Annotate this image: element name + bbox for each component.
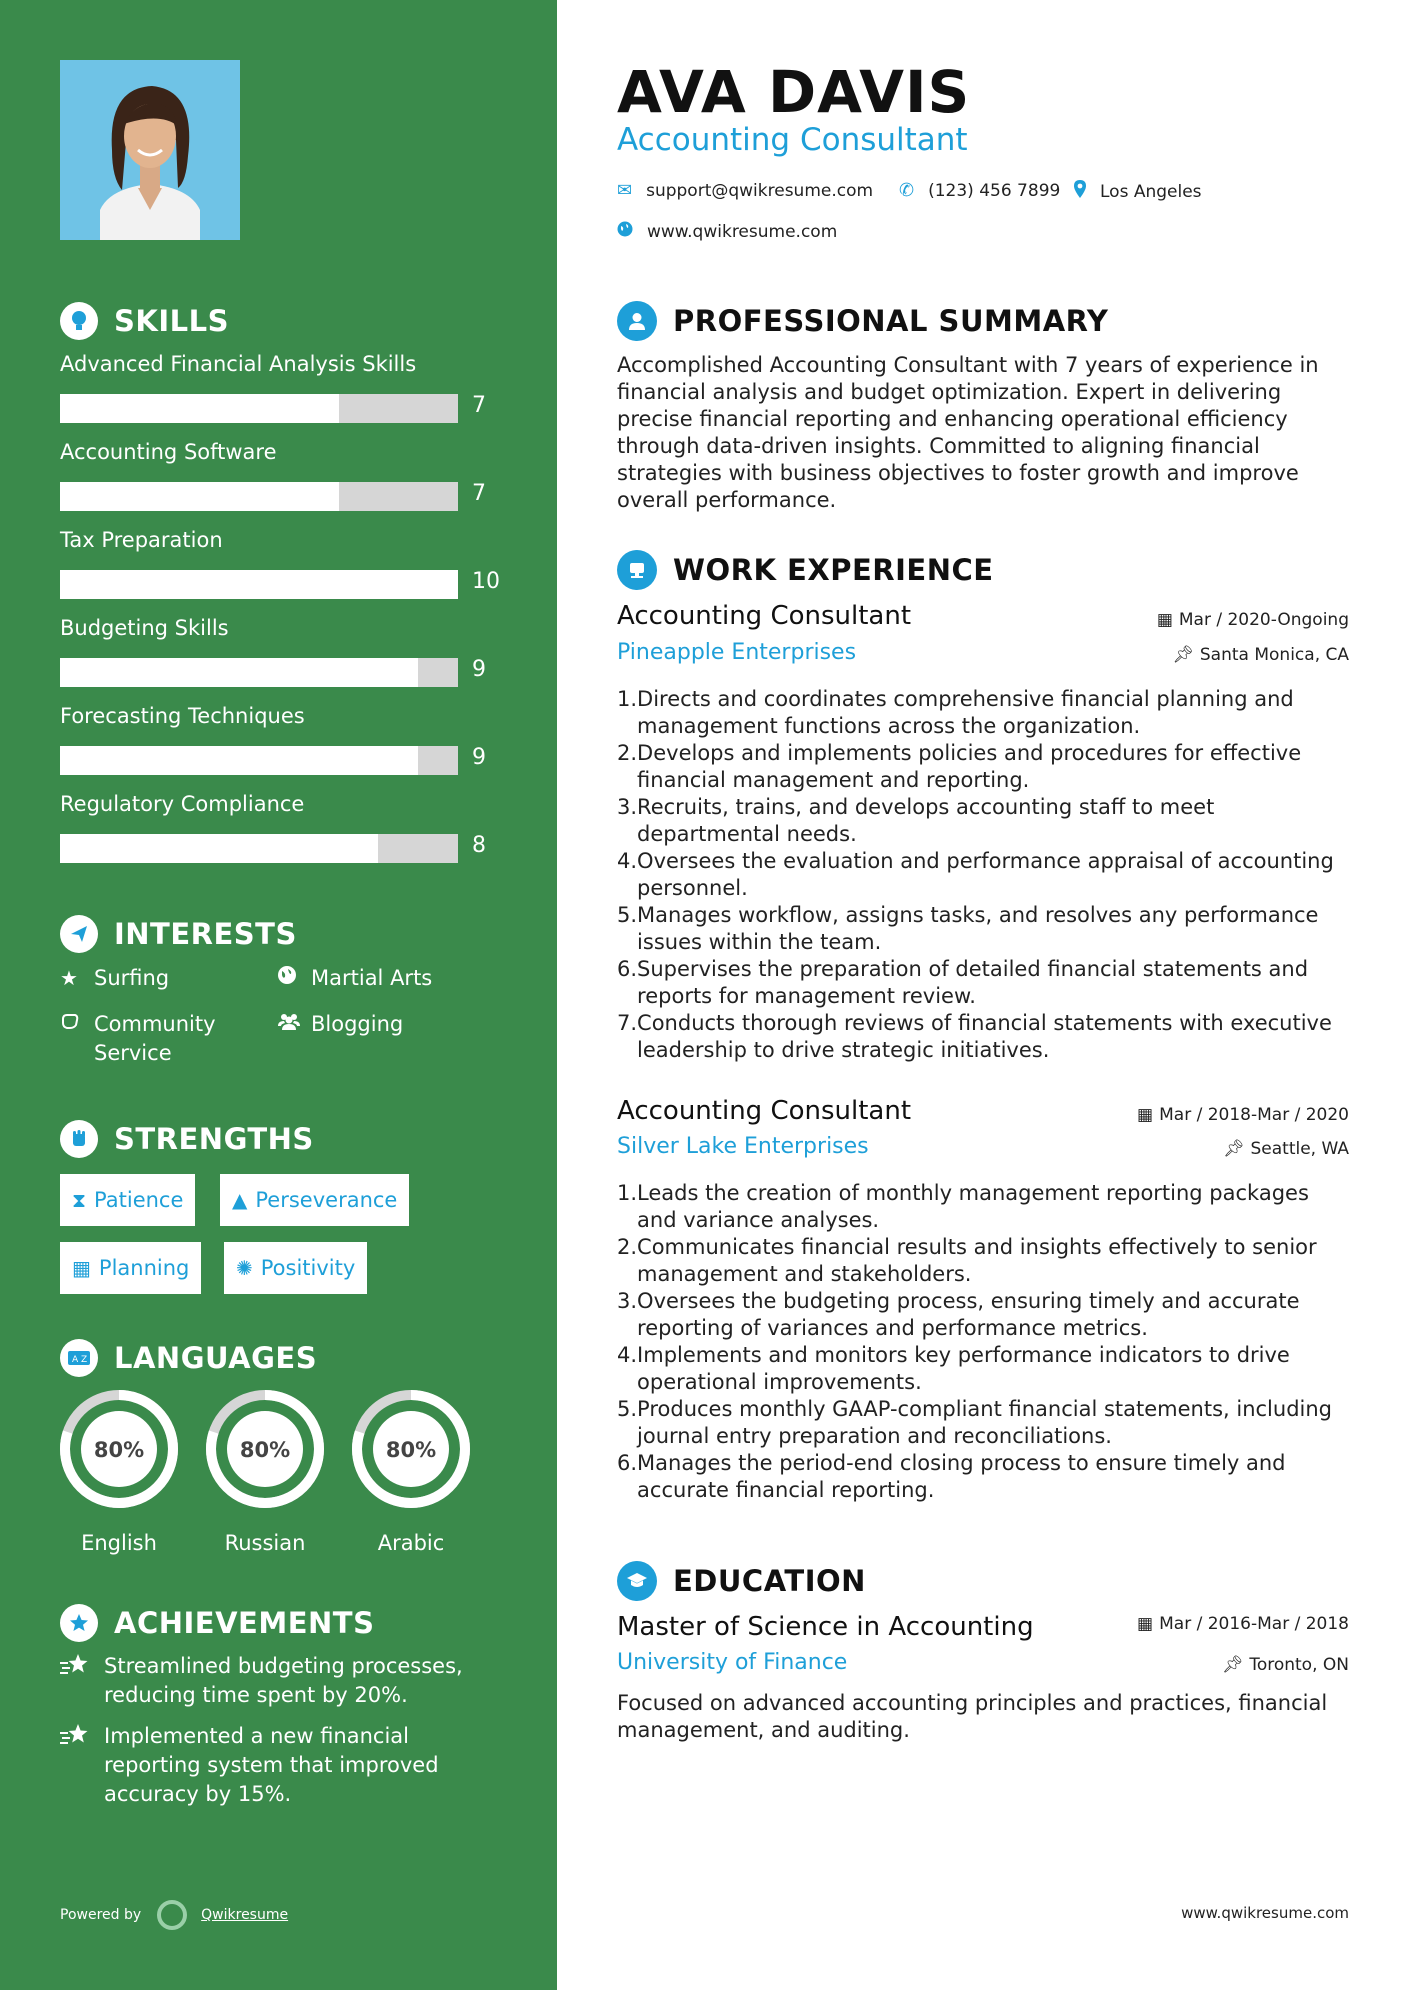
paper-plane-icon (60, 915, 98, 953)
duty-text: Leads the creation of monthly management reporting packages and variance analyses. (637, 1181, 1309, 1232)
job-dates-text: Mar / 2018-Mar / 2020 (1159, 1105, 1349, 1125)
skill-bar (60, 570, 458, 599)
interest-item (277, 1010, 403, 1039)
powered-by (60, 1900, 288, 1930)
skill-name: Budgeting Skills (60, 616, 229, 640)
calendar-icon: ▦ (1156, 610, 1173, 630)
skill-value: 9 (472, 745, 486, 770)
duty-text: Directs and coordinates comprehensive financial planning and management functions across the organization. (637, 687, 1294, 738)
summary-text: Accomplished Accounting Consultant with 7 years of experience in financial analysis and budget optimization. Expert in delivering precise financial reporting and enhancing operational efficiency through data-driven insights. Committed to aligning financial strategies with business objectives to foster growth and improve overall performance. (617, 353, 1319, 512)
duty-text: Supervises the preparation of detailed financial statements and reports for management review. (637, 957, 1309, 1008)
calendar-icon: ▦ (1137, 1614, 1154, 1634)
experience-title: WORK EXPERIENCE (673, 553, 994, 587)
skill-value: 9 (472, 657, 486, 682)
job-title: Accounting Consultant (617, 601, 912, 631)
lightbulb-icon (60, 302, 98, 340)
sun-icon: ✺ (236, 1256, 253, 1280)
skill-bar (60, 834, 458, 863)
skill-item (60, 526, 500, 594)
achievements-title: ACHIEVEMENTS (114, 1606, 375, 1640)
fist-icon (60, 1120, 98, 1158)
powered-by-label: Powered by (60, 1907, 142, 1923)
duty-item: 4. Oversees the evaluation and performance appraisal of accounting personnel. (617, 848, 1349, 902)
language-ring (57, 1387, 181, 1511)
job-title: Accounting Consultant (617, 1096, 912, 1126)
pushpin-icon: 📌︎ (1221, 1655, 1244, 1675)
duty-item: 2. Develops and implements policies and procedures for effective financial management and reporting. (617, 740, 1349, 794)
skill-bar-fill (60, 658, 418, 687)
skill-bar-fill (60, 482, 339, 511)
contact-website (617, 221, 837, 242)
duty-text: Communicates financial results and insights effectively to senior management and stakeholders. (637, 1235, 1317, 1286)
skill-value: 10 (472, 569, 500, 594)
duty-item: 5. Produces monthly GAAP-compliant financial statements, including journal entry preparation and reconciliations. (617, 1396, 1349, 1450)
job-duties (617, 1180, 1349, 1504)
duty-text: Manages workflow, assigns tasks, and resolves any performance issues within the team. (637, 903, 1319, 954)
calendar-icon: ▦ (1137, 1105, 1154, 1125)
job-company: Pineapple Enterprises (617, 640, 857, 665)
skill-value: 7 (472, 481, 486, 506)
skill-bar-fill (60, 394, 339, 423)
skill-value: 8 (472, 833, 486, 858)
duty-item: 5. Manages workflow, assigns tasks, and resolves any performance issues within the team. (617, 902, 1349, 956)
duty-item: 3. Oversees the budgeting process, ensuring timely and accurate reporting of variances and performance metrics. (617, 1288, 1349, 1342)
language-item (349, 1387, 473, 1555)
skill-name: Advanced Financial Analysis Skills (60, 352, 417, 376)
contact-email (617, 180, 873, 201)
job-location (1223, 1139, 1349, 1159)
strength-tag (60, 1174, 195, 1226)
website-text[interactable]: www.qwikresume.com (647, 221, 838, 242)
duty-item: 6. Supervises the preparation of detailed financial statements and reports for management review. (617, 956, 1349, 1010)
skill-item (60, 614, 500, 682)
email-text[interactable]: support@qwikresume.com (646, 180, 874, 201)
interest-label: Blogging (311, 1012, 404, 1036)
profile-photo (60, 60, 240, 240)
envelope-icon: ✉ (617, 180, 633, 201)
user-icon (617, 301, 657, 341)
pushpin-icon: 📌︎ (1172, 645, 1194, 665)
skill-bar-fill (60, 570, 458, 599)
skill-item (60, 790, 500, 858)
skill-bar-fill (60, 746, 418, 775)
phone-icon: ✆ (899, 180, 915, 201)
duty-text: Produces monthly GAAP-compliant financial statements, including journal entry preparation and reconciliations. (637, 1397, 1333, 1448)
star-icon: ★ (60, 966, 78, 990)
strength-tag (60, 1242, 201, 1294)
map-pin-icon (1074, 180, 1086, 203)
qwikresume-logo-icon (157, 1900, 187, 1930)
strength-label: Perseverance (255, 1188, 398, 1212)
duty-text: Develops and implements policies and procedures for effective financial management and reporting. (637, 741, 1302, 792)
education-dates-text: Mar / 2016-Mar / 2018 (1159, 1614, 1349, 1634)
degree-title: Master of Science in Accounting (617, 1612, 1034, 1642)
education-title: EDUCATION (673, 1564, 866, 1598)
skill-name: Regulatory Compliance (60, 792, 305, 816)
language-name: Russian (224, 1531, 306, 1555)
interest-item (60, 1010, 250, 1068)
language-percent: 80% (239, 1438, 291, 1462)
svg-text:A: A (72, 1355, 79, 1365)
road-icon: ▲ (232, 1188, 248, 1212)
duty-text: Conducts thorough reviews of financial statements with executive leadership to drive strategic initiatives. (637, 1011, 1332, 1062)
globe-icon (277, 964, 311, 993)
skill-value: 7 (472, 393, 486, 418)
globe-icon (617, 221, 633, 242)
skill-bar (60, 482, 458, 511)
skill-item (60, 438, 500, 506)
svg-text:Z: Z (81, 1355, 88, 1365)
footer-website[interactable]: www.qwikresume.com (1181, 1904, 1349, 1922)
language-item (203, 1387, 327, 1555)
strength-tag (220, 1174, 409, 1226)
achievement-text: Streamlined budgeting processes, reducing time spent by 20%. (104, 1654, 463, 1707)
skills-header (60, 302, 229, 340)
duty-item: 6. Manages the period-end closing process to ensure timely and accurate financial reporting. (617, 1450, 1349, 1504)
education-location-text: Toronto, ON (1249, 1655, 1349, 1675)
contact-phone (899, 180, 1060, 201)
shooting-star-icon (60, 1722, 104, 1809)
skill-name: Forecasting Techniques (60, 704, 305, 728)
interest-label: Surfing (94, 966, 170, 990)
language-name: Arabic (377, 1531, 445, 1555)
hourglass-icon: ⧗ (72, 1188, 87, 1212)
duty-text: Oversees the evaluation and performance appraisal of accounting personnel. (637, 849, 1334, 900)
language-ring (203, 1387, 327, 1511)
job-dates (1157, 610, 1349, 630)
job-location (1172, 645, 1349, 665)
duty-item: 2. Communicates financial results and insights effectively to senior management and stakeholders. (617, 1234, 1349, 1288)
achievement-text: Implemented a new financial reporting system that improved accuracy by 15%. (104, 1724, 439, 1806)
interest-item (60, 964, 169, 993)
language-item (57, 1387, 181, 1555)
shooting-star-icon (60, 1652, 104, 1710)
candidate-name: AVA DAVIS (617, 58, 971, 126)
skill-bar (60, 658, 458, 687)
experience-header (617, 550, 994, 590)
duty-text: Recruits, trains, and develops accounting staff to meet departmental needs. (637, 795, 1215, 846)
education-description: Focused on advanced accounting principles and practices, financial management, and auditing. (617, 1691, 1328, 1742)
interests-title: INTERESTS (114, 917, 297, 951)
education-location (1222, 1655, 1349, 1675)
interest-label: Martial Arts (311, 966, 433, 990)
interest-item (277, 964, 432, 993)
sidebar (0, 0, 557, 1990)
strength-label: Positivity (260, 1256, 356, 1280)
languages-title: LANGUAGES (114, 1341, 318, 1375)
pushpin-icon: 📌︎ (1222, 1139, 1245, 1159)
location-text: Los Angeles (1100, 181, 1202, 202)
achievement-item (60, 1652, 500, 1710)
duty-text: Implements and monitors key performance indicators to drive operational improvements. (637, 1343, 1290, 1394)
strength-tag (224, 1242, 367, 1294)
strengths-title: STRENGTHS (114, 1122, 314, 1156)
language-name: English (81, 1531, 157, 1555)
hand-icon (60, 1010, 94, 1068)
summary-title: PROFESSIONAL SUMMARY (673, 304, 1109, 338)
strength-label: Planning (98, 1256, 190, 1280)
skill-bar (60, 746, 458, 775)
job-duties (617, 686, 1349, 1064)
achievement-item (60, 1722, 500, 1809)
users-icon (277, 1010, 311, 1039)
job-company: Silver Lake Enterprises (617, 1134, 869, 1159)
language-icon (60, 1339, 98, 1377)
star-badge-icon (60, 1604, 98, 1642)
skill-name: Tax Preparation (60, 528, 223, 552)
achievements-header (60, 1604, 374, 1642)
education-dates (1137, 1614, 1349, 1634)
job-location-text: Santa Monica, CA (1199, 645, 1349, 665)
calendar-icon: ▦ (72, 1256, 91, 1280)
language-ring (349, 1387, 473, 1511)
interests-header (60, 915, 297, 953)
languages-header (60, 1339, 317, 1377)
job-dates-text: Mar / 2020-Ongoing (1178, 610, 1349, 630)
briefcase-icon (617, 550, 657, 590)
strength-label: Patience (94, 1188, 184, 1212)
skill-item (60, 350, 500, 418)
interest-label: Community Service (94, 1012, 216, 1065)
job-dates (1137, 1105, 1349, 1125)
duty-item: 3. Recruits, trains, and develops accounting staff to meet departmental needs. (617, 794, 1349, 848)
qwikresume-link[interactable]: Qwikresume (201, 1907, 289, 1923)
strengths-header (60, 1120, 314, 1158)
duty-text: Oversees the budgeting process, ensuring timely and accurate reporting of variances and performance metrics. (637, 1289, 1300, 1340)
duty-item: 7. Conducts thorough reviews of financial statements with executive leadership to drive strategic initiatives. (617, 1010, 1349, 1064)
skill-bar-fill (60, 834, 378, 863)
job-location-text: Seattle, WA (1250, 1139, 1349, 1159)
duty-text: Manages the period-end closing process to ensure timely and accurate financial reporting. (637, 1451, 1286, 1502)
candidate-role: Accounting Consultant (617, 122, 968, 158)
language-percent: 80% (385, 1438, 437, 1462)
duty-item: 1. Leads the creation of monthly management reporting packages and variance analyses. (617, 1180, 1349, 1234)
language-percent: 80% (93, 1438, 145, 1462)
graduation-cap-icon (617, 1561, 657, 1601)
education-header (617, 1561, 866, 1601)
skill-name: Accounting Software (60, 440, 277, 464)
school-name: University of Finance (617, 1650, 848, 1675)
contact-location (1074, 180, 1202, 203)
duty-item: 1. Directs and coordinates comprehensive financial planning and management functions across the organization. (617, 686, 1349, 740)
phone-text: (123) 456 7899 (928, 180, 1061, 201)
skill-bar (60, 394, 458, 423)
skills-title: SKILLS (114, 304, 229, 338)
summary-header (617, 301, 1108, 341)
skill-item (60, 702, 500, 770)
duty-item: 4. Implements and monitors key performance indicators to drive operational improvements. (617, 1342, 1349, 1396)
